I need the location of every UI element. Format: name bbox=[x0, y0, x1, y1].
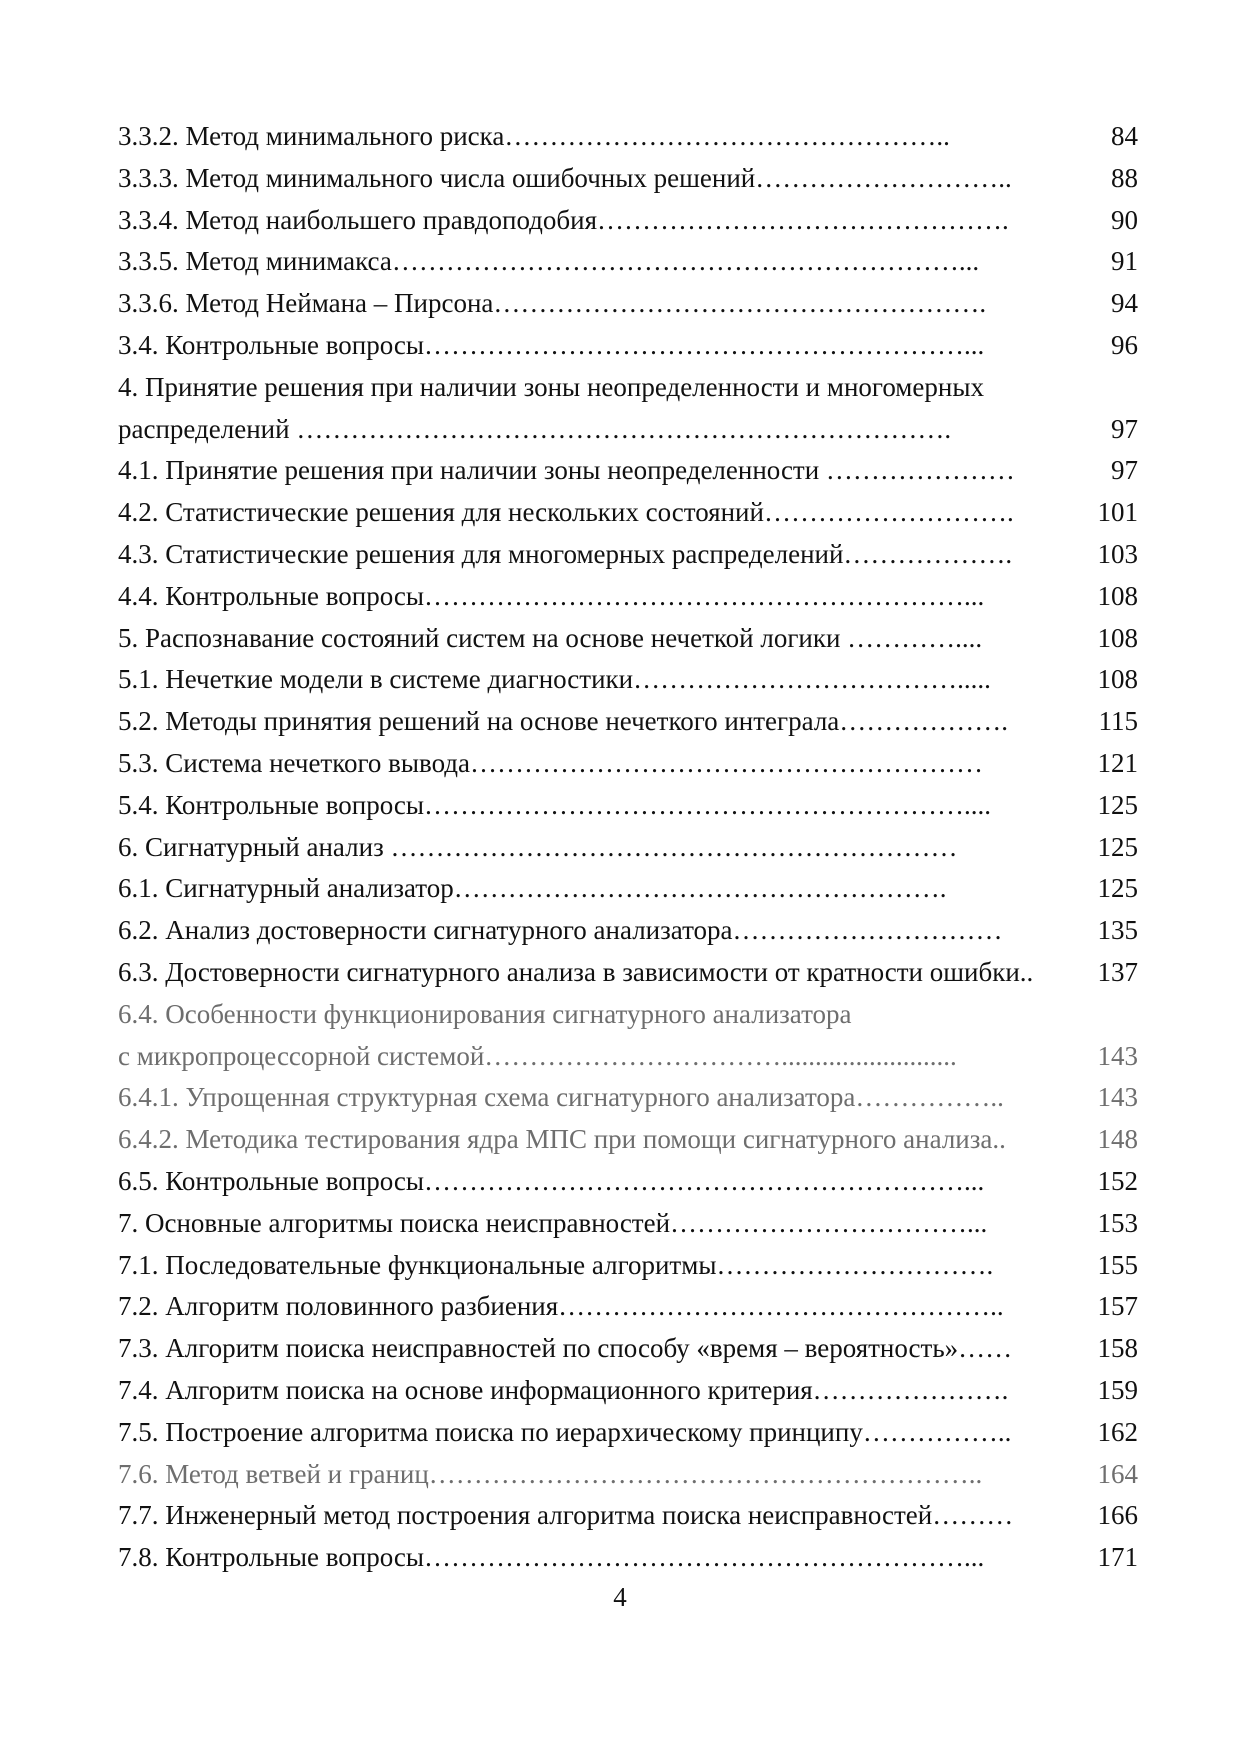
toc-entry bbox=[118, 283, 1138, 325]
toc-entry-page: 153 bbox=[1097, 1207, 1138, 1238]
toc-entry-title: 7.8. Контрольные вопросы……………………………………………………... bbox=[118, 1542, 985, 1573]
toc-entry bbox=[118, 1036, 1138, 1078]
toc-entry bbox=[118, 450, 1138, 492]
toc-entry-title: 4.3. Статистические решения для многомерных распределений………………. bbox=[118, 538, 1013, 569]
toc-entry-title: 5.3. Система нечеткого вывода………………………………………………… bbox=[118, 747, 984, 778]
toc-entry-page: 143 bbox=[1097, 1082, 1138, 1113]
toc-entry-title: 3.3.5. Метод минимакса………………………………………………………... bbox=[118, 246, 980, 277]
toc-entry-title: 4.1. Принятие решения при наличии зоны неопределенности ………………… bbox=[118, 455, 1015, 486]
toc-entry-title: 4.4. Контрольные вопросы……………………………………………………... bbox=[118, 580, 985, 611]
toc-entry-title: 6.2. Анализ достоверности сигнатурного анализатора………………………… bbox=[118, 915, 1003, 946]
toc-entry bbox=[118, 994, 1138, 1036]
toc-entry-page: 164 bbox=[1097, 1458, 1138, 1489]
toc-entry-title: 6.4.1. Упрощенная структурная схема сигнатурного анализатора…………….. bbox=[118, 1082, 1004, 1113]
toc-entry-page: 97 bbox=[1111, 413, 1138, 444]
toc-entry-page: 162 bbox=[1097, 1416, 1138, 1447]
toc-entry-page: 148 bbox=[1097, 1124, 1138, 1155]
toc-entry-title: 6.4.2. Методика тестирования ядра МПС при помощи сигнатурного анализа.. bbox=[118, 1124, 1006, 1155]
toc-entry bbox=[118, 200, 1138, 242]
toc-entry bbox=[118, 576, 1138, 618]
toc-entry-title: 6.3. Достоверности сигнатурного анализа в зависимости от кратности ошибки.. bbox=[118, 956, 1034, 987]
toc-entry bbox=[118, 241, 1138, 283]
toc-entry-title: 7.3. Алгоритм поиска неисправностей по способу «время – вероятность»…… bbox=[118, 1333, 1013, 1364]
toc-entry-page: 125 bbox=[1097, 789, 1138, 820]
toc-entry-page: 101 bbox=[1097, 497, 1138, 528]
toc-entry-page: 108 bbox=[1097, 580, 1138, 611]
toc-entry bbox=[118, 659, 1138, 701]
toc-entry bbox=[118, 1454, 1138, 1496]
toc-entry-page: 171 bbox=[1097, 1542, 1138, 1573]
toc-entry bbox=[118, 158, 1138, 200]
toc-entry bbox=[118, 1370, 1138, 1412]
toc-entry bbox=[118, 785, 1138, 827]
toc-entry bbox=[118, 868, 1138, 910]
toc-entry-page: 155 bbox=[1097, 1249, 1138, 1280]
toc-entry bbox=[118, 409, 1138, 451]
toc-entry-title: 5. Распознавание состояний систем на основе нечеткой логики ………….... bbox=[118, 622, 983, 653]
toc-entry bbox=[118, 534, 1138, 576]
toc-entry-page: 125 bbox=[1097, 831, 1138, 862]
toc-entry bbox=[118, 1077, 1138, 1119]
toc-entry bbox=[118, 492, 1138, 534]
toc-entry-title: 7.7. Инженерный метод построения алгоритма поиска неисправностей……… bbox=[118, 1500, 1014, 1531]
toc-entry-title: 7.5. Построение алгоритма поиска по иерархическому принципу…………….. bbox=[118, 1416, 1012, 1447]
toc-entry-page: 84 bbox=[1111, 121, 1138, 151]
toc-entry-title: 5.2. Методы принятия решений на основе нечеткого интеграла………………. bbox=[118, 706, 1009, 737]
toc-entry bbox=[118, 952, 1138, 994]
toc-entry-title: 3.3.4. Метод наибольшего правдоподобия………………………………………. bbox=[118, 204, 1009, 235]
toc-entry-page: 94 bbox=[1111, 288, 1138, 319]
toc-entry-title: 3.4. Контрольные вопросы……………………………………………………... bbox=[118, 329, 985, 360]
toc-entry-title: 3.3.2. Метод минимального риска………………………………………….. bbox=[118, 121, 950, 151]
toc-entry-page: 121 bbox=[1097, 747, 1138, 778]
page-number: 4 bbox=[613, 1582, 627, 1612]
table-of-contents bbox=[118, 116, 1138, 1579]
toc-entry-page: 108 bbox=[1097, 664, 1138, 695]
toc-entry-page: 137 bbox=[1097, 956, 1138, 987]
toc-entry-page: 90 bbox=[1111, 204, 1138, 235]
toc-entry-title: 6.4. Особенности функционирования сигнатурного анализатора bbox=[118, 998, 852, 1029]
toc-entry-page: 103 bbox=[1097, 538, 1138, 569]
toc-entry-title: 5.4. Контрольные вопросы…………………………………………………….... bbox=[118, 789, 992, 820]
toc-entry-page: 143 bbox=[1097, 1040, 1138, 1071]
toc-entry-title: 7.1. Последовательные функциональные алгоритмы…………………………. bbox=[118, 1249, 994, 1280]
toc-entry bbox=[118, 1119, 1138, 1161]
toc-entry-page: 96 bbox=[1111, 329, 1138, 360]
toc-entry-title: 3.3.6. Метод Неймана – Пирсона………………………………………………. bbox=[118, 288, 987, 319]
toc-entry-page: 97 bbox=[1111, 455, 1138, 486]
toc-entry-title: 6. Сигнатурный анализ ……………………………………………………… bbox=[118, 831, 958, 862]
toc-entry-title: 7.2. Алгоритм половинного разбиения………………………………………….. bbox=[118, 1291, 1004, 1322]
toc-entry-page: 125 bbox=[1097, 873, 1138, 904]
toc-entry-title: 3.3.3. Метод минимального числа ошибочных решений……………………….. bbox=[118, 162, 1012, 193]
toc-entry-title: 5.1. Нечеткие модели в системе диагностики………………………………..... bbox=[118, 664, 991, 695]
toc-entry-title: 7. Основные алгоритмы поиска неисправностей……………………………... bbox=[118, 1207, 988, 1238]
toc-entry-title: 7.6. Метод ветвей и границ…………………………………………………….. bbox=[118, 1458, 983, 1489]
toc-entry bbox=[118, 1245, 1138, 1287]
toc-entry bbox=[118, 367, 1138, 409]
toc-entry-title: 6.1. Сигнатурный анализатор………………………………………………. bbox=[118, 873, 947, 904]
toc-entry bbox=[118, 1286, 1138, 1328]
toc-entry bbox=[118, 910, 1138, 952]
toc-entry-title: 4. Принятие решения при наличии зоны неопределенности и многомерных bbox=[118, 371, 984, 402]
toc-entry-page: 88 bbox=[1111, 162, 1138, 193]
toc-entry-page: 159 bbox=[1097, 1374, 1138, 1405]
toc-entry-title: с микропроцессорной системой…………………………….......................... bbox=[118, 1040, 957, 1071]
toc-entry-page: 157 bbox=[1097, 1291, 1138, 1322]
toc-entry bbox=[118, 1412, 1138, 1454]
toc-entry bbox=[118, 1495, 1138, 1537]
toc-entry bbox=[118, 325, 1138, 367]
toc-entry-page: 152 bbox=[1097, 1165, 1138, 1196]
toc-entry-title: 6.5. Контрольные вопросы……………………………………………………... bbox=[118, 1165, 985, 1196]
toc-entry bbox=[118, 1328, 1138, 1370]
toc-entry-title: распределений ………………………………………………………………. bbox=[118, 413, 952, 444]
toc-entry bbox=[118, 618, 1138, 660]
toc-entry-page: 91 bbox=[1111, 246, 1138, 277]
toc-entry bbox=[118, 1161, 1138, 1203]
toc-entry bbox=[118, 1537, 1138, 1579]
toc-entry bbox=[118, 116, 1138, 158]
toc-entry-page: 115 bbox=[1098, 706, 1138, 737]
toc-entry bbox=[118, 701, 1138, 743]
toc-entry-page: 158 bbox=[1097, 1333, 1138, 1364]
toc-entry bbox=[118, 1203, 1138, 1245]
toc-entry-page: 166 bbox=[1097, 1500, 1138, 1531]
toc-entry-page: 108 bbox=[1097, 622, 1138, 653]
toc-entry bbox=[118, 827, 1138, 869]
toc-entry-page: 135 bbox=[1097, 915, 1138, 946]
toc-entry-title: 4.2. Статистические решения для нескольких состояний………………………. bbox=[118, 497, 1014, 528]
toc-entry bbox=[118, 743, 1138, 785]
toc-entry-title: 7.4. Алгоритм поиска на основе информационного критерия…………………. bbox=[118, 1374, 1009, 1405]
